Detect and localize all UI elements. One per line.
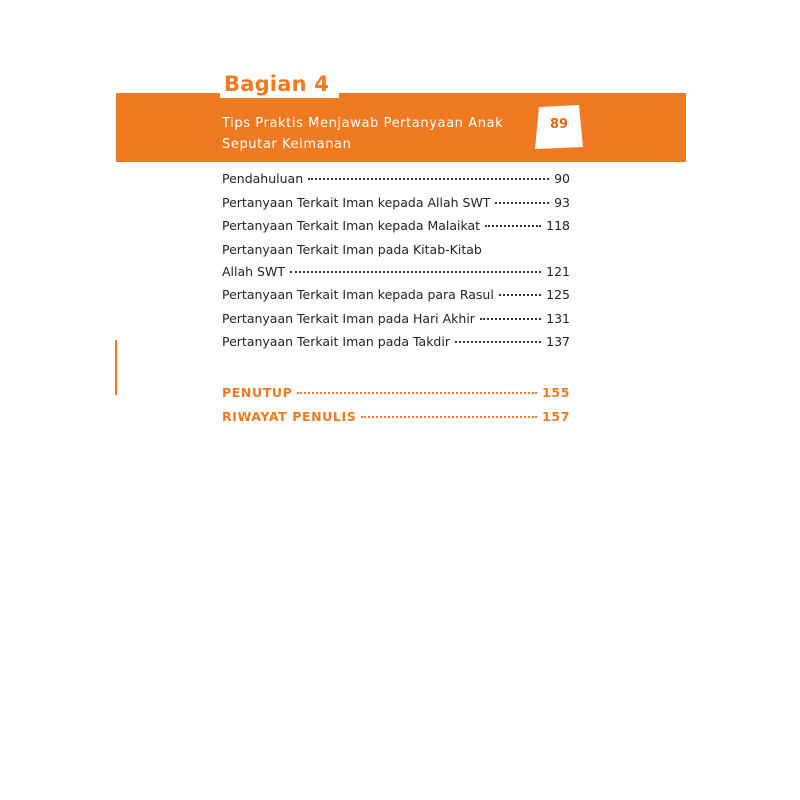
toc-entry-title: RIWAYAT PENULIS xyxy=(222,408,357,424)
toc-entry-page: 90 xyxy=(554,171,570,186)
toc-entry-pendahuluan[interactable] xyxy=(222,171,570,195)
toc-entry-penutup[interactable] xyxy=(222,385,570,409)
toc-entry-page: 131 xyxy=(546,310,570,326)
toc-entry-kitab-line2[interactable] xyxy=(222,264,570,288)
toc-dot-leader xyxy=(361,416,537,418)
toc-dot-leader xyxy=(485,225,541,227)
toc-entry-rasul[interactable] xyxy=(222,287,570,311)
toc-entry-page: 125 xyxy=(546,287,570,302)
toc-entry-title-cont: Allah SWT xyxy=(222,263,285,279)
toc-entry-title: Pertanyaan Terkait Iman kepada Malaikat xyxy=(222,218,481,233)
margin-accent-line xyxy=(115,340,117,395)
toc-dot-leader xyxy=(455,341,541,343)
section-page-badge[interactable] xyxy=(533,103,585,151)
closing-list xyxy=(222,385,570,432)
toc-entry-page: 157 xyxy=(542,408,570,424)
section-label: Bagian 4 xyxy=(220,70,339,98)
toc-dot-leader xyxy=(495,202,549,204)
toc-dot-leader xyxy=(499,294,541,296)
toc-entry-title: Pertanyaan Terkait Iman kepada para Rasul xyxy=(222,287,494,302)
toc-dot-leader xyxy=(290,271,541,273)
section-page-number: 89 xyxy=(549,117,569,132)
section-title-line1: Tips Praktis Menjawab Pertanyaan Anak xyxy=(222,116,504,131)
toc-dot-leader xyxy=(480,318,541,320)
toc-entry-riwayat-penulis[interactable] xyxy=(222,409,570,433)
toc-entry-kitab-line1[interactable] xyxy=(222,242,570,264)
toc-entry-page: 118 xyxy=(546,218,570,233)
toc-entry-hari-akhir[interactable] xyxy=(222,311,570,335)
toc-entry-page: 155 xyxy=(542,385,570,400)
toc-entry-page: 137 xyxy=(546,334,570,349)
toc-entry-title: Pertanyaan Terkait Iman kepada Allah SWT xyxy=(222,194,491,210)
toc-entry-title: Pertanyaan Terkait Iman pada Kitab-Kitab xyxy=(222,241,482,257)
toc-entry-takdir[interactable] xyxy=(222,334,570,358)
toc-entry-title: Pertanyaan Terkait Iman pada Hari Akhir xyxy=(222,310,475,326)
toc-dot-leader xyxy=(297,392,537,394)
toc-entry-page: 93 xyxy=(554,194,570,210)
toc-entry-allah[interactable] xyxy=(222,195,570,219)
toc-entry-title: PENUTUP xyxy=(222,385,293,400)
toc-entry-page: 121 xyxy=(546,263,570,279)
toc-entry-title: Pendahuluan xyxy=(222,171,304,186)
toc-entry-malaikat[interactable] xyxy=(222,218,570,242)
toc-list xyxy=(222,171,570,358)
section-title-line2: Seputar Keimanan xyxy=(222,137,352,152)
section-title xyxy=(222,113,522,155)
toc-entry-title: Pertanyaan Terkait Iman pada Takdir xyxy=(222,334,450,349)
toc-dot-leader xyxy=(308,178,549,180)
